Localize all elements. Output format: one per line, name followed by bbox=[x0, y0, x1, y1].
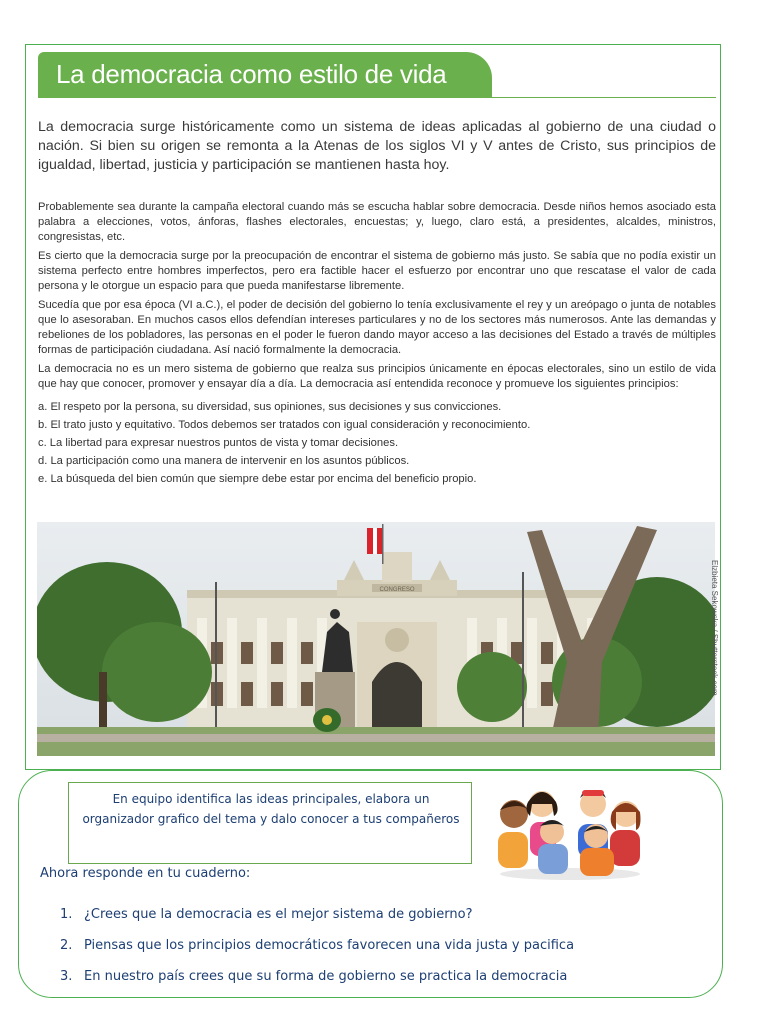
question-text: En nuestro país crees que su forma de gobierno se practica la democracia bbox=[84, 969, 568, 984]
question-number: 1. bbox=[60, 907, 73, 922]
photo-credit bbox=[709, 560, 721, 760]
title-banner bbox=[38, 52, 492, 98]
building-sign: CONGRESO bbox=[379, 587, 415, 593]
question-item bbox=[60, 966, 574, 997]
paragraph-3: Sucedía que por esa época (VI a.C.), el poder de decisión del gobierno lo tenía exclusivamente el rey y un areópago o junta de notables que lo asesoraban. En muchos casos ellos defendían intereses particulares y no de los sectores más numerosos. Ante las demandas y rebeliones de los pobladores, las personas en el poder le fueron dando mayor acceso a las decisiones del Estado a través de múltiples formas de participación ciudadana. Así nació formalmente la democracia. bbox=[38, 299, 716, 356]
body-text bbox=[38, 200, 716, 488]
answer-prompt: Ahora responde en tu cuaderno: bbox=[40, 866, 251, 881]
question-item bbox=[60, 904, 574, 935]
task-box bbox=[68, 782, 472, 864]
paragraph-4: La democracia no es un mero sistema de gobierno que realza sus principios únicamente en épocas electorales, sino un estilo de vida que hay que conocer, promover y ensayar día a día. La democracia así entendida reconoce y promueve los siguientes principios: bbox=[38, 363, 716, 390]
principle-item: d. La participación como una manera de intervenir en los asuntos públicos. bbox=[38, 455, 410, 467]
questions-list bbox=[60, 904, 574, 997]
page-title: La democracia como estilo de vida bbox=[56, 59, 447, 89]
title-underline bbox=[492, 97, 716, 98]
question-text: ¿Crees que la democracia es el mejor sistema de gobierno? bbox=[84, 907, 473, 922]
principle-item: c. La libertad para expresar nuestros puntos de vista y tomar decisiones. bbox=[38, 437, 399, 449]
question-item bbox=[60, 935, 574, 966]
congress-photo bbox=[37, 522, 715, 756]
kids-group-illustration bbox=[490, 782, 650, 882]
task-text: En equipo identifica las ideas principales, elabora un organizador grafico del tema y dalo conocer a tus compañeros bbox=[82, 792, 460, 826]
principle-item: b. El trato justo y equitativo. Todos debemos ser tratados con igual consideración y reconocimiento. bbox=[38, 419, 531, 431]
principle-item: a. El respeto por la persona, su diversidad, sus opiniones, sus decisiones y sus convicciones. bbox=[38, 401, 502, 413]
paragraph-1: Probablemente sea durante la campaña electoral cuando más se escucha hablar sobre democracia. Desde niños hemos asociado esta palabra a elecciones, votos, ánforas, flashes electorales, encuestas; y, luego, claro está, a presidentes, alcaldes, ministros, congresistas, etc. bbox=[38, 201, 716, 243]
question-text: Piensas que los principios democráticos favorecen una vida justa y pacifica bbox=[84, 938, 575, 953]
question-number: 2. bbox=[60, 938, 73, 953]
intro-paragraph: La democracia surge históricamente como un sistema de ideas aplicadas al gobierno de una ciudad o nación. Si bien su origen se remonta a la Atenas de los siglos VI y V antes de Cristo, sus principios de igualdad, libertad, justicia y participación se mantienen hasta hoy. bbox=[38, 119, 716, 173]
principle-item: e. La búsqueda del bien común que siempre debe estar por encima del beneficio propio. bbox=[38, 473, 477, 485]
paragraph-2: Es cierto que la democracia surge por la preocupación de encontrar el sistema de gobierno más justo. Se sabía que no podía existir un sistema perfecto entre hombres imperfectos, pero era factible hacer el esfuerzo por encontrar uno que rescatase el valor de cada persona y le otorgue un espacio para que pueda manifestarse libremente. bbox=[38, 250, 716, 292]
principles-list bbox=[38, 398, 716, 488]
question-number: 3. bbox=[60, 969, 73, 984]
photo-credit-text: Elzbieta Sekowska / Shutterstock.com bbox=[710, 560, 719, 696]
